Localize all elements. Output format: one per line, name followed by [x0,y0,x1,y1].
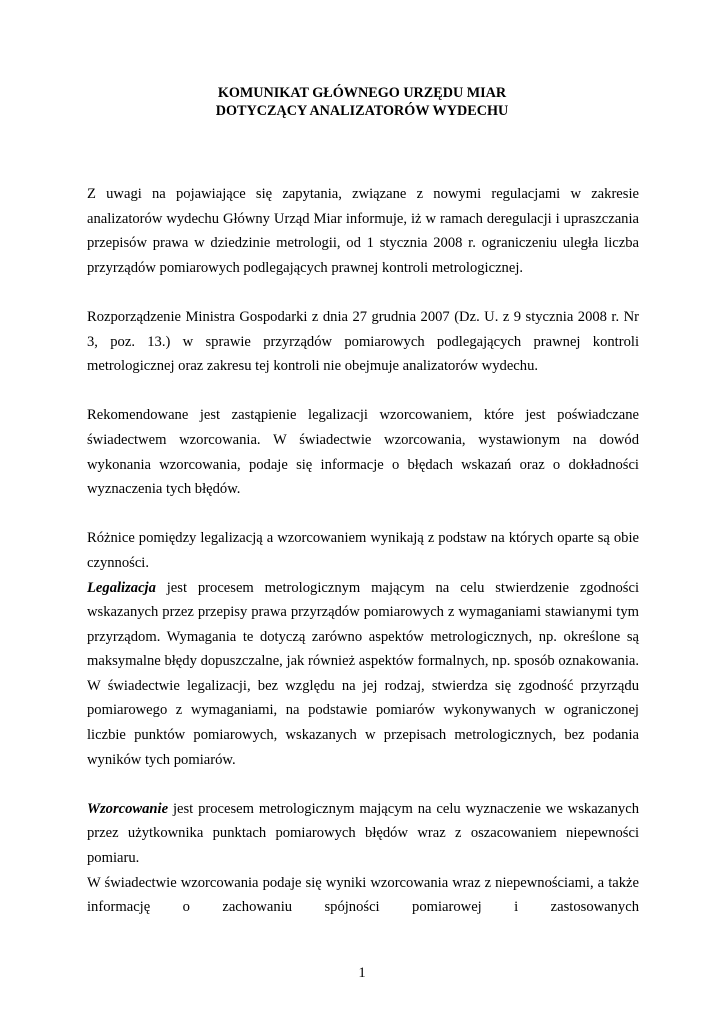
paragraph-recommendation: Rekomendowane jest zastąpienie legalizacji wzorcowaniem, które jest poświadczane świadectwem wzorcowania. W świadectwie wzorcowania, wystawionym na dowód wykonania wzorcowania, podaje się informacje o błędach wskazań oraz o dokładności wyznaczenia tych błędów. [87,407,639,498]
paragraph-certificate: W świadectwie wzorcowania podaje się wyniki wzorcowania wraz z niepewnościami, a także informację o zachowaniu spójności pomiarowej i zastosowanych [87,874,639,916]
term-legalizacja: Legalizacja [87,579,156,596]
document-body [87,182,639,920]
title-line-1: KOMUNIKAT GŁÓWNEGO URZĘDU MIAR [217,85,507,101]
paragraph-wzorcowanie [87,797,639,871]
paragraph-intro: Z uwagi na pojawiające się zapytania, związane z nowymi regulacjami w zakresie analizatorów wydechu Główny Urząd Miar informuje, iż w ramach deregulacji i upraszczania przepisów prawa w dziedzinie metrologii, od 1 stycznia 2008 r. ograniczeniu uległa liczba przyrządów pomiarowych podlegających prawnej kontroli metrologicznej. [87,186,639,276]
paragraph-differences: Różnice pomiędzy legalizacją a wzorcowaniem wynikają z podstaw na których oparte są obie czynności. [87,530,639,571]
legalizacja-definition: jest procesem metrologicznym mającym na celu stwierdzenie zgodności wskazanych przez przepisy prawa przyrządów pomiarowych z wymaganiami stawianymi tym przyrządom. Wymagania te dotyczą zarówno aspektów metrologicznych, np. określone są maksymalne błędy dopuszczalne, jak również aspektów formalnych, np. sposób oznakowania. W świadectwie legalizacji, bez względu na jej rodzaj, stwierdza się zgodność przyrządu pomiarowego z wymaganiami, na podstawie pomiarów wykonywanych w ograniczonej liczbie punktów pomiarowych, wskazanych w przepisach metrologicznych, bez podania wyników tych pomiarów. [87,579,639,768]
paragraph-legalizacja [87,576,639,773]
title-line-2: DOTYCZĄCY ANALIZATORÓW WYDECHU [215,103,509,119]
document-title [0,84,724,120]
term-wzorcowanie: Wzorcowanie [87,800,169,817]
paragraph-regulation: Rozporządzenie Ministra Gospodarki z dnia 27 grudnia 2007 (Dz. U. z 9 stycznia 2008 r. Nr 3, poz. 13.) w sprawie przyrządów pomiarowych podlegających prawnej kontroli metrologicznej oraz zakresu tej kontroli nie obejmuje analizatorów wydechu. [87,308,639,375]
wzorcowanie-definition: jest procesem metrologicznym mającym na celu wyznaczenie we wskazanych przez użytkownika punktach pomiarowych błędów wraz z oszacowaniem niepewności pomiaru. [87,800,639,867]
page-number: 1 [358,965,366,981]
